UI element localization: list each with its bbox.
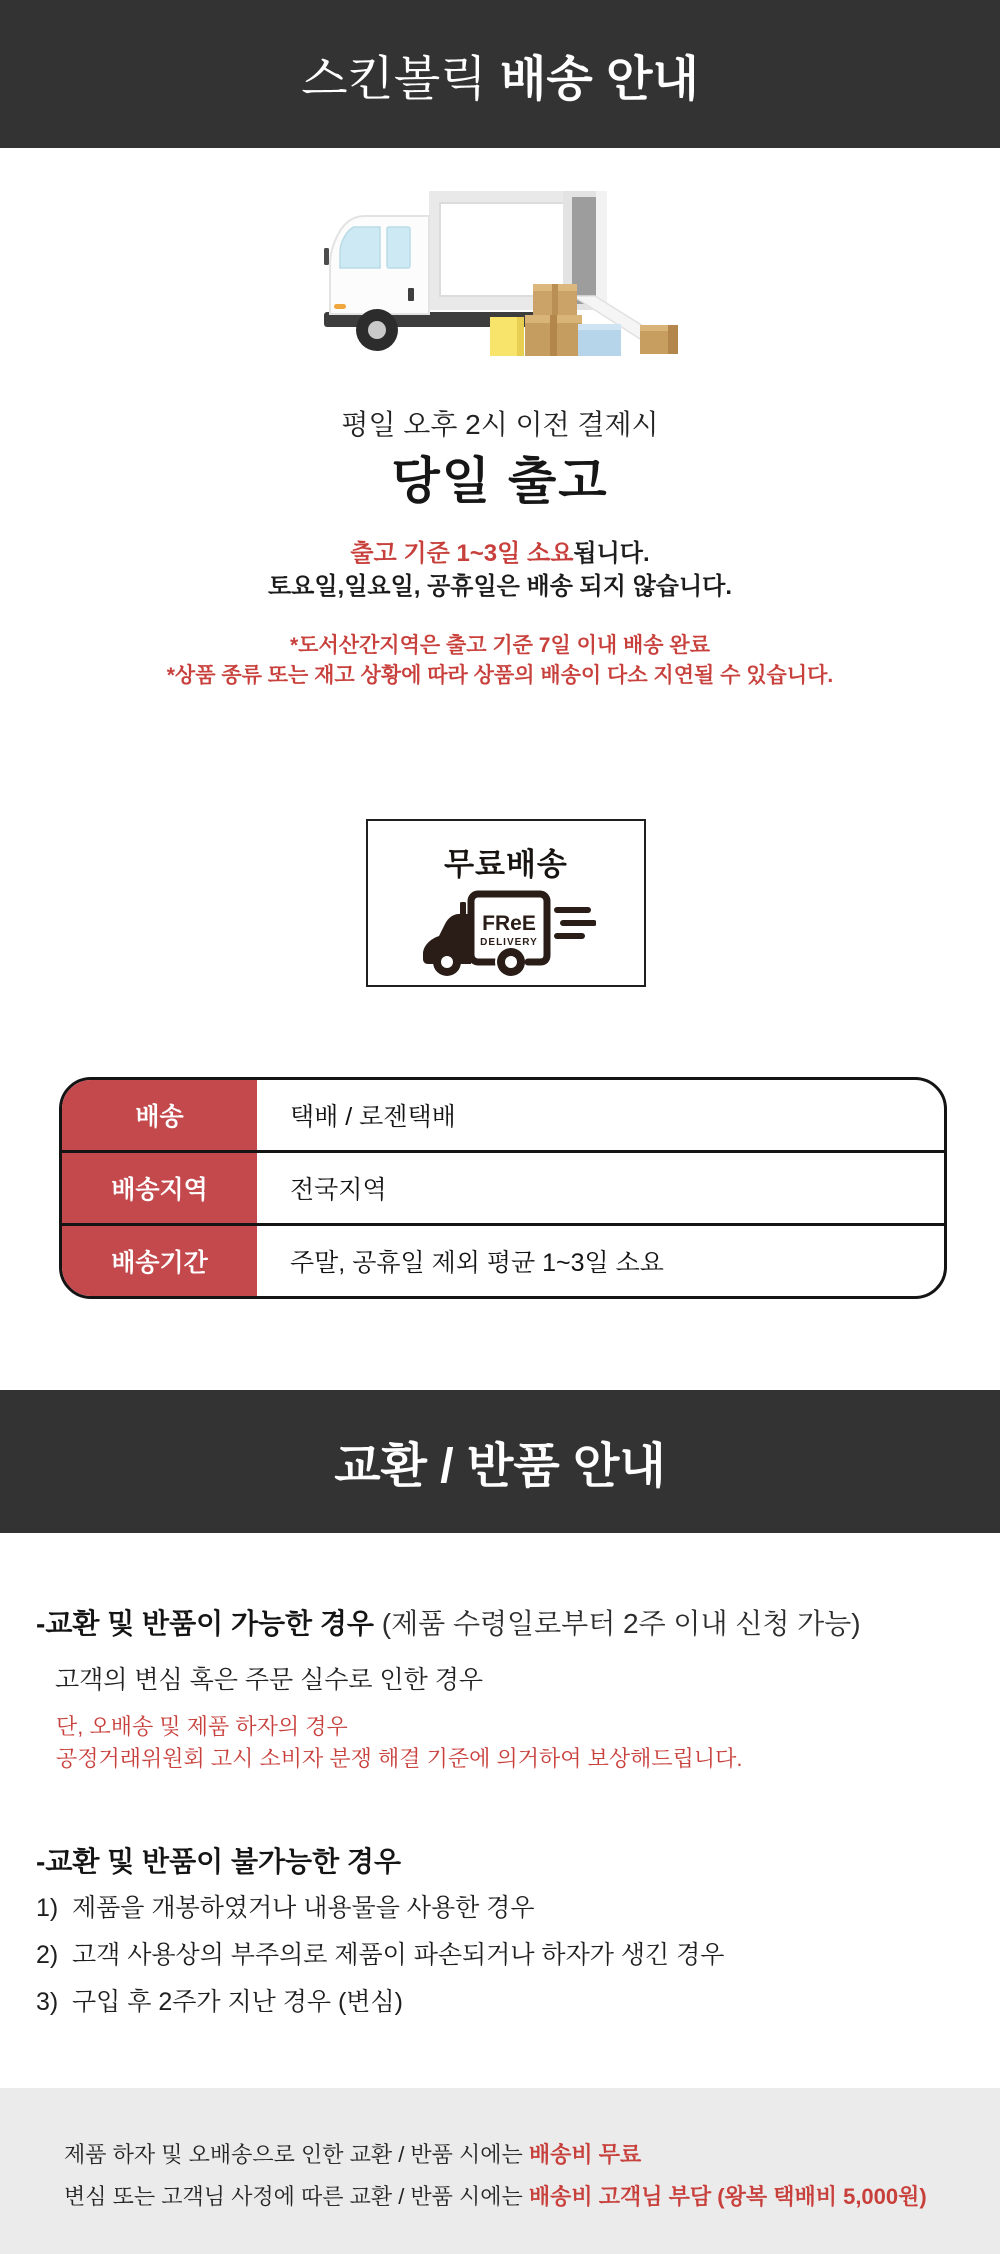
fee-note-highlight: 배송비 무료	[528, 2142, 642, 2167]
shipping-header-bar	[0, 0, 1000, 148]
list-item	[36, 1888, 535, 1924]
row-label: 배송기간	[62, 1226, 257, 1296]
free-shipping-label: 무료배송	[444, 847, 568, 882]
list-item-number: 3)	[36, 1988, 59, 2016]
row-value: 주말, 공휴일 제외 평균 1~3일 소요	[290, 1249, 664, 1277]
fee-note-highlight: 배송비 고객님 부담 (왕복 택배비 5,000원)	[528, 2184, 927, 2209]
shipping-fee-note-box	[0, 2088, 1000, 2254]
list-item-text: 구입 후 2주가 지난 경우 (변심)	[72, 1988, 403, 2016]
dispatch-period-highlight: 출고 기준 1~3일 소요	[350, 540, 574, 567]
returns-title: 교환 / 반품 안내	[334, 1440, 666, 1493]
table-row	[62, 1226, 944, 1296]
list-item	[36, 1982, 403, 2018]
fee-note-line	[64, 2180, 927, 2211]
same-day-dispatch-headline: 당일 출고	[391, 453, 609, 509]
returns-possible-heading-main: -교환 및 반품이 가능한 경우	[36, 1608, 374, 1639]
returns-possible-red-note-1: 단, 오배송 및 제품 하자의 경우	[56, 1714, 348, 1739]
returns-possible-red-note-2: 공정거래위원회 고시 소비자 분쟁 해결 기준에 의거하여 보상해드립니다.	[56, 1746, 743, 1771]
shipping-info-table	[59, 1077, 947, 1299]
returns-header-bar	[0, 1390, 1000, 1533]
list-item-number: 2)	[36, 1941, 59, 1969]
row-label: 배송지역	[62, 1153, 257, 1223]
returns-possible-body: 고객의 변심 혹은 주문 실수로 인한 경우	[55, 1666, 484, 1694]
row-value: 택배 / 로젠택배	[290, 1103, 456, 1131]
fee-note-text: 제품 하자 및 오배송으로 인한 교환 / 반품 시에는	[64, 2142, 529, 2167]
returns-impossible-heading-main: -교환 및 반품이 불가능한 경우	[36, 1846, 402, 1877]
payment-cutoff-text: 평일 오후 2시 이전 결제시	[341, 409, 659, 440]
free-text: FReE	[482, 912, 536, 935]
dispatch-period-line	[0, 533, 1000, 568]
dispatch-period-rest: 됩니다.	[573, 540, 650, 567]
free-delivery-truck-icon	[416, 886, 596, 978]
list-item-number: 1)	[36, 1894, 59, 1922]
returns-possible-heading	[36, 1602, 861, 1642]
delivery-truck-illustration	[320, 188, 680, 358]
free-shipping-badge	[366, 819, 646, 987]
shipping-title-text: 배송 안내	[500, 52, 699, 106]
list-item	[36, 1935, 724, 1971]
fee-note-text: 변심 또는 고객님 사정에 따른 교환 / 반품 시에는	[64, 2184, 529, 2209]
table-row	[62, 1153, 944, 1226]
row-value: 전국지역	[290, 1176, 387, 1204]
brand-text: 스킨볼릭	[301, 52, 500, 106]
row-label: 배송	[62, 1080, 257, 1150]
list-item-text: 고객 사용상의 부주의로 제품이 파손되거나 하자가 생긴 경우	[72, 1941, 725, 1969]
list-item-text: 제품을 개봉하였거나 내용물을 사용한 경우	[72, 1894, 535, 1922]
table-row	[62, 1080, 944, 1153]
island-delivery-note: *도서산간지역은 출고 기준 7일 이내 배송 완료	[289, 634, 710, 657]
fee-note-line	[64, 2138, 641, 2169]
delivery-text: DELIVERY	[480, 937, 538, 948]
page-title	[301, 40, 699, 109]
returns-impossible-heading	[36, 1840, 401, 1880]
no-delivery-days-line: 토요일,일요일, 공휴일은 배송 되지 않습니다.	[268, 573, 732, 600]
returns-possible-heading-note: (제품 수령일로부터 2주 이내 신청 가능)	[373, 1608, 861, 1639]
delay-note: *상품 종류 또는 재고 상황에 따라 상품의 배송이 다소 지연될 수 있습니다.	[166, 664, 834, 687]
